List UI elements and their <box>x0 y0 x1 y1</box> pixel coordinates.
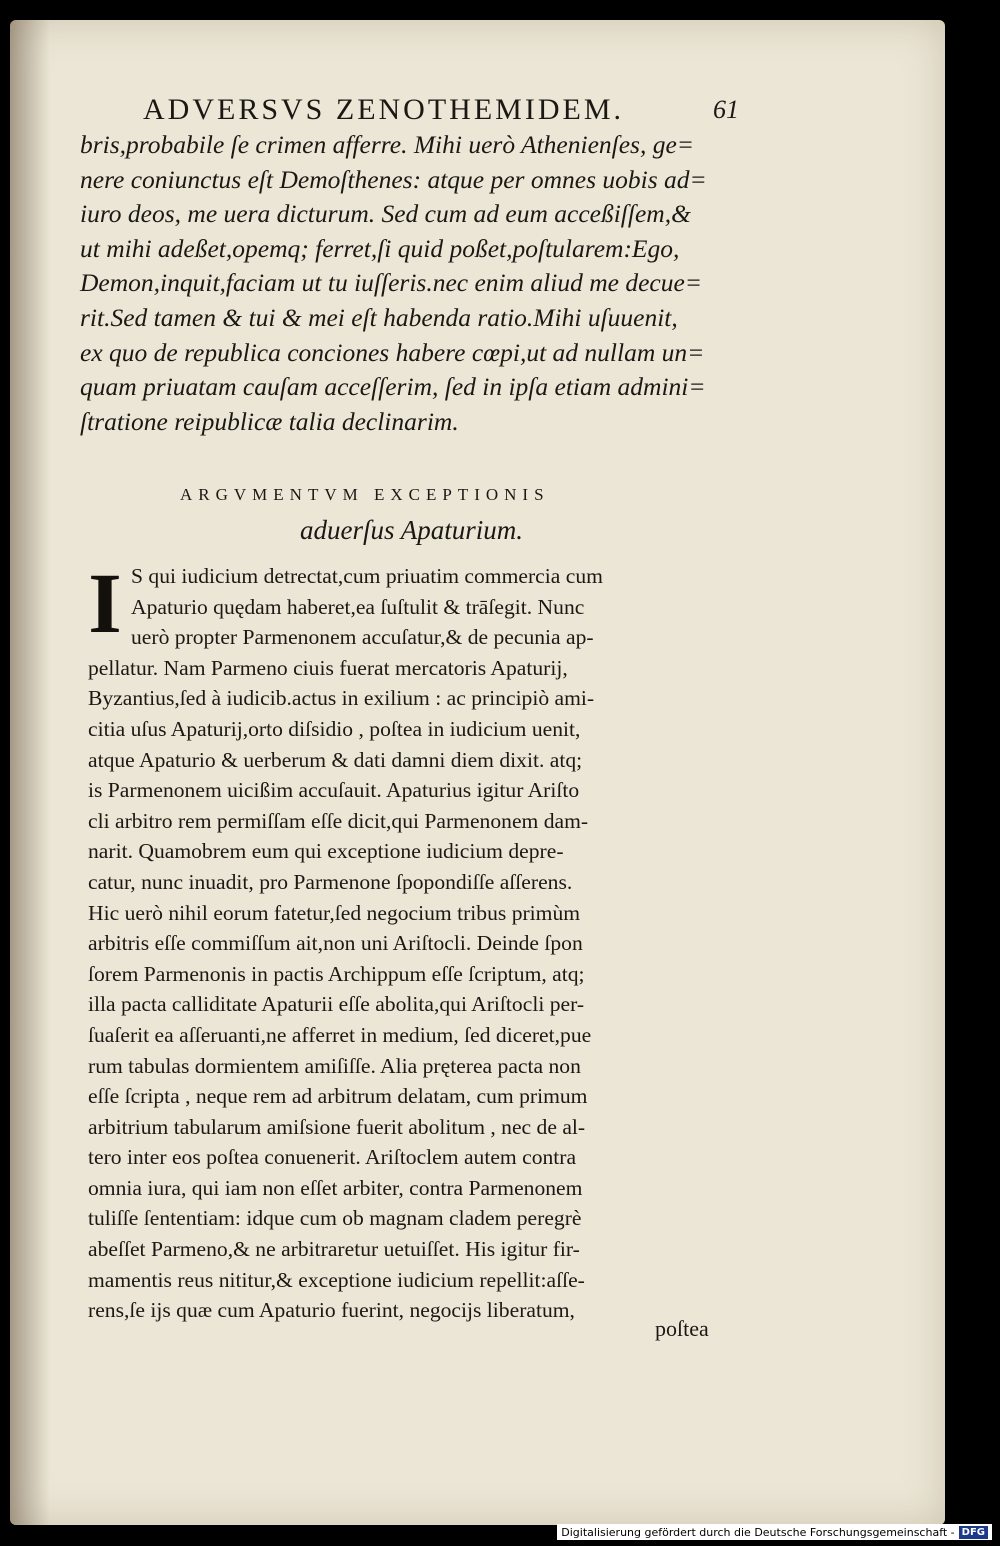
text-line: pellatur. Nam Parmeno ciuis fuerat mercatoris Apaturij, <box>88 655 568 680</box>
text-line: omnia iura, qui iam non eſſet arbiter, contra Parmenonem <box>88 1175 583 1200</box>
text-line: Byzantius,ſed à iudicib.actus in exilium : ac principiò ami- <box>88 686 595 711</box>
text-line: rens,ſe ijs quæ cum Apaturio fuerint, negocijs liberatum, <box>88 1298 575 1323</box>
text-line: iuro deos, me uera dicturum. Sed cum ad eum acceßiſſem,& <box>80 199 691 229</box>
text-line: ſuaſerit ea aſſeruanti,ne afferret in medium, ſed diceret,pue <box>88 1022 592 1047</box>
text-line: abeſſet Parmeno,& ne arbitraretur uetuiſſet. His igitur fir- <box>88 1237 580 1262</box>
italic-text-block <box>80 128 740 439</box>
text-line: ex quo de republica conciones habere cœpi,ut ad nullam un= <box>80 337 705 367</box>
gutter-shadow <box>10 20 50 1525</box>
text-line: Demon,inquit,faciam ut tu iuſſeris.nec enim aliud me decue= <box>80 268 702 298</box>
text-line: is Parmenonem uicißim accuſauit. Apaturius igitur Ariſto <box>88 778 580 803</box>
text-line: eſſe ſcripta , neque rem ad arbitrum delatam, cum primum <box>88 1084 588 1109</box>
text-line: bris,probabile ſe crimen afferre. Mihi uerò Athenienſes, ge= <box>80 130 694 159</box>
body-text-block <box>88 555 748 1326</box>
section-title: ARGVMENTVM EXCEPTIONIS <box>180 485 550 504</box>
text-line: tuliſſe ſententiam: idque cum ob magnam cladem peregrè <box>88 1206 582 1231</box>
text-line: S qui iudicium detrectat,cum priuatim commercia cum <box>131 564 603 588</box>
text-line: tero inter eos poſtea conuenerit. Ariſtoclem autem contra <box>88 1145 577 1170</box>
text-line: arbitris eſſe commiſſum ait,non uni Ariſtocli. Deinde ſpon <box>88 931 583 956</box>
text-line: nere coniunctus eſt Demoſthenes: atque per omnes uobis ad= <box>80 164 707 194</box>
text-line: cli arbitro rem permiſſam eſſe dicit,qui Parmenonem dam- <box>88 808 589 833</box>
text-line: mamentis reus nititur,& exceptione iudicium repellit:aſſe- <box>88 1267 585 1292</box>
text-line: citia uſus Apaturij,orto diſsidio , poſtea in iudicium uenit, <box>88 716 581 741</box>
text-line: catur, nunc inuadit, pro Parmenone ſpopondiſſe aſſerens. <box>88 869 573 894</box>
text-line: Hic uerò nihil eorum fatetur,ſed negocium tribus primùm <box>88 900 581 925</box>
folio-number: 61 <box>713 95 739 124</box>
section-subtitle: aduerſus Apaturium. <box>300 515 524 545</box>
digitization-credit <box>557 1524 992 1540</box>
drop-cap-initial: I <box>88 555 122 651</box>
text-line: atque Apaturio & uerberum & dati damni diem dixit. atq; <box>88 747 583 772</box>
text-line: Apaturio quędam haberet,ea ſuſtulit & trāſegit. Nunc <box>131 594 585 619</box>
text-line: ut mihi adeßet,opemq; ferret,ſi quid poßet,poſtularem:Ego, <box>80 233 680 263</box>
text-line: ſtratione reipublicæ talia declinarim. <box>80 406 459 436</box>
text-line: ſorem Parmenonis in pactis Archippum eſſe ſcriptum, atq; <box>88 961 585 986</box>
text-line: uerò propter Parmenonem accuſatur,& de pecunia ap- <box>131 625 594 650</box>
running-title: ADVERSVS ZENOTHEMIDEM. <box>143 93 624 126</box>
credit-text: Digitalisierung gefördert durch die Deutsche Forschungsgemeinschaft - <box>561 1525 955 1539</box>
text-line: illa pacta calliditate Apaturii eſſe abolita,qui Ariſtocli per- <box>88 992 585 1017</box>
text-line: quam priuatam cauſam acceſſerim, ſed in ipſa etiam admini= <box>80 372 706 402</box>
text-line: narit. Quamobrem eum qui exceptione iudicium depre- <box>88 839 564 864</box>
book-page <box>10 20 945 1525</box>
text-line: rum tabulas dormientem amiſiſſe. Alia pręterea pacta non <box>88 1053 581 1078</box>
dfg-logo: DFG <box>959 1526 988 1539</box>
text-line: arbitrium tabularum amiſsione fuerit abolitum , nec de al- <box>88 1114 586 1139</box>
text-line: rit.Sed tamen & tui & mei eſt habenda ratio.Mihi uſuuenit, <box>80 302 678 332</box>
catchword: poſtea <box>655 1316 709 1341</box>
